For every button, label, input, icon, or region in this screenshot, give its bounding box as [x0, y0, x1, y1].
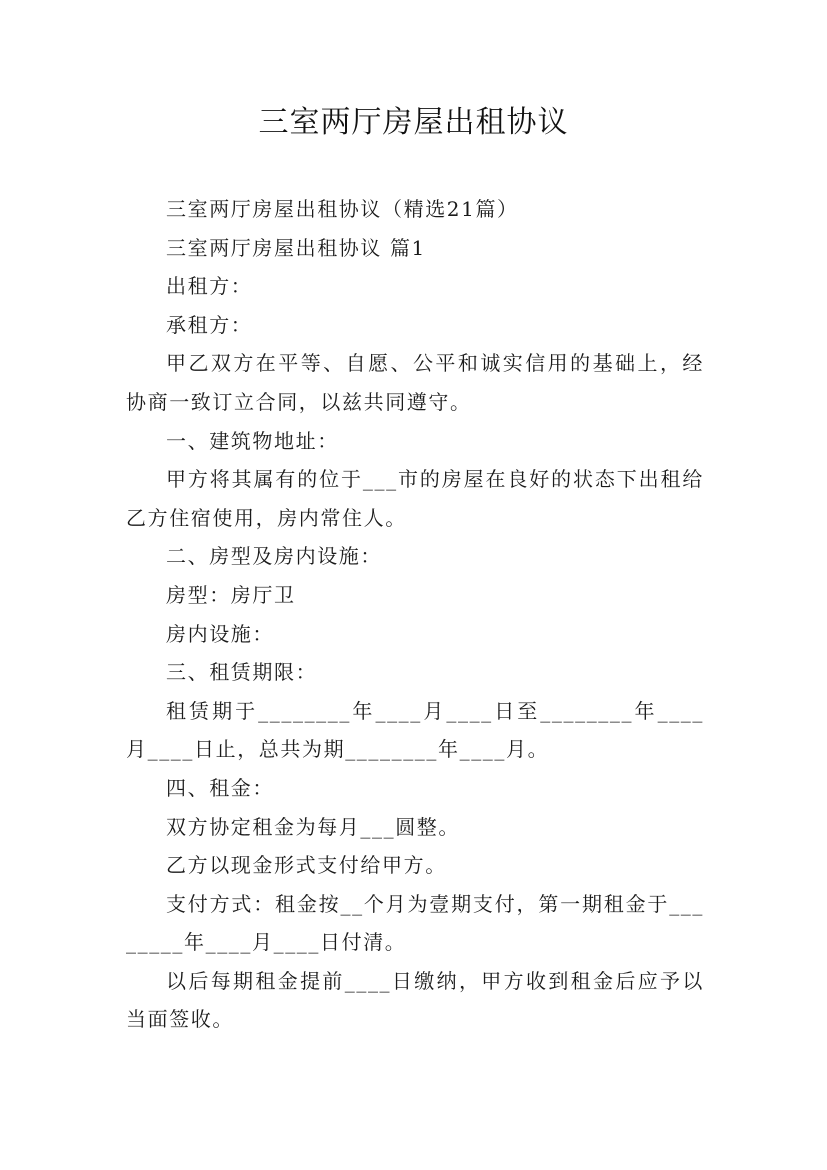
paragraph-clause-1-body: 甲方将其属有的位于___市的房屋在良好的状态下出租给乙方住宿使用，房内常住人。 [126, 467, 704, 530]
paragraph-clause-4-title: 四、租金： [166, 775, 274, 800]
paragraph-clause-3-title: 三、租赁期限： [166, 660, 318, 685]
paragraph-payment-schedule: 以后每期租金提前____日缴纳，甲方收到租金后应予以当面签收。 [126, 968, 704, 1032]
paragraph-payment-method: 支付方式：租金按__个月为壹期支付，第一期租金于________年____月____日付清。 [126, 891, 704, 955]
paragraph-room-type: 房型：房厅卫 [166, 582, 296, 607]
document-body [126, 190, 704, 1039]
paragraph-lease-term: 租赁期于________年____月____日至________年____月____日止，总共为期________年____月。 [126, 698, 704, 762]
paragraph-heading: 三室两厅房屋出租协议（精选21篇） [166, 197, 519, 221]
paragraph-intro: 甲乙双方在平等、自愿、公平和诚实信用的基础上，经协商一致订立合同，以兹共同遵守。 [126, 351, 704, 414]
paragraph-payment-form: 乙方以现金形式支付给甲方。 [166, 853, 447, 878]
paragraph-rent-amount: 双方协定租金为每月___圆整。 [166, 814, 460, 839]
paragraph-facilities: 房内设施： [166, 621, 274, 646]
document-title: 三室两厅房屋出租协议 [258, 105, 569, 140]
paragraph-lessee: 承租方： [166, 312, 253, 337]
paragraph-clause-2-title: 二、房型及房内设施： [166, 544, 382, 569]
paragraph-section-title: 三室两厅房屋出租协议 篇1 [166, 235, 426, 260]
paragraph-clause-1-title: 一、建筑物地址： [166, 428, 339, 453]
paragraph-lessor: 出租方： [166, 274, 253, 299]
